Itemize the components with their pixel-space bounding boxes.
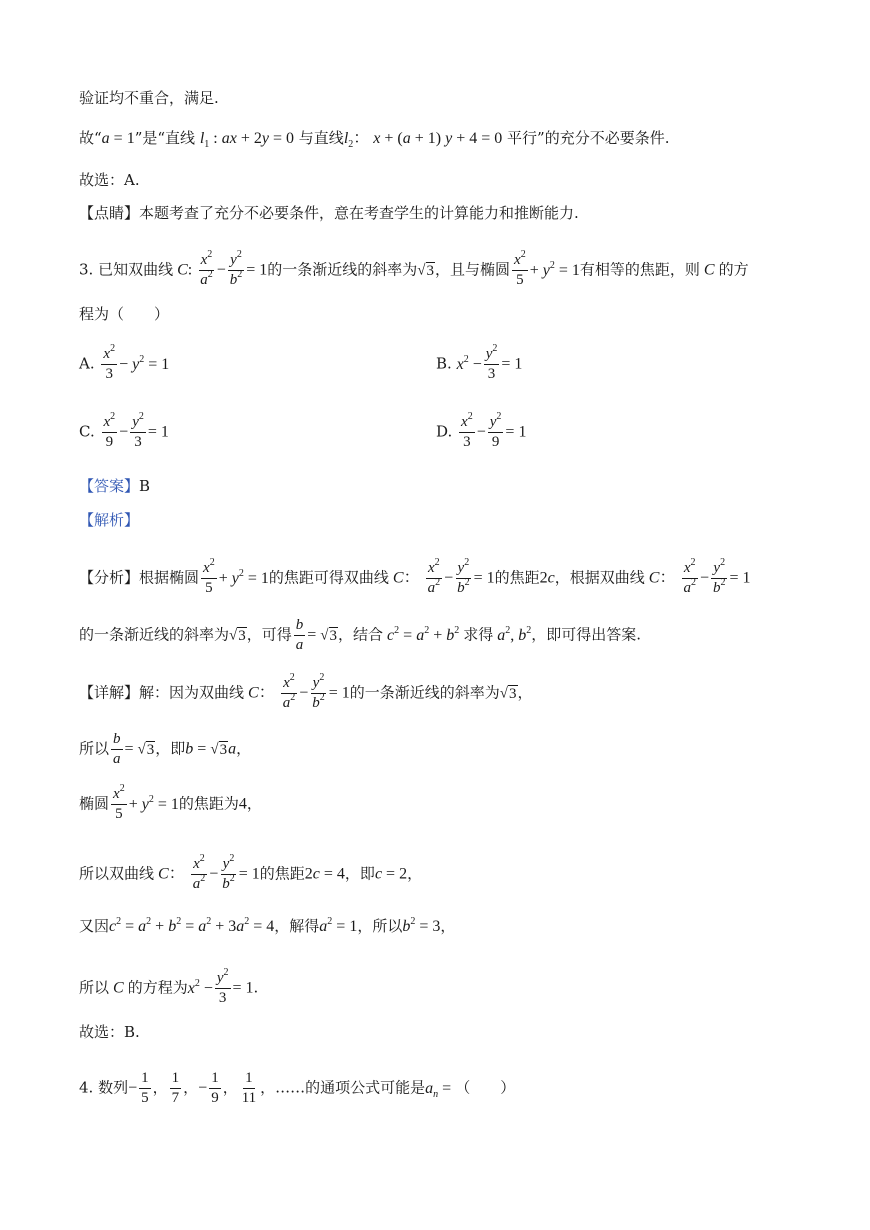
analysis-tag: 【解析】: [79, 511, 140, 529]
text-fragment: 的焦距: [259, 864, 305, 883]
math-eq: =: [124, 740, 138, 758]
text-fragment: （ ）: [455, 1078, 516, 1097]
fraction: $\frac{x^2}{5}$: [113, 783, 125, 822]
choice-text: 故选：A.: [79, 171, 140, 189]
text-fragment: ，: [407, 864, 423, 883]
math-expression: 2c = 4: [304, 865, 345, 883]
answer-value: B: [139, 477, 151, 495]
text-fragment: 【分析】: [79, 568, 140, 587]
answer-line: [79, 476, 150, 496]
fraction: $\frac{y^2}{b^2}$: [222, 853, 235, 892]
text-fragment: 根据椭圆: [139, 568, 200, 587]
fraction: $\frac{b}{a}$: [113, 731, 121, 767]
text-fragment: ，所以: [357, 917, 403, 935]
math-expression: − $y^2 = 1$: [119, 353, 170, 373]
fraction-x2-5: $\frac{x^2}{5}$: [514, 249, 526, 288]
detail-line-7: [79, 1022, 140, 1042]
analysis-line: [79, 510, 139, 530]
math-expression: = 1: [232, 979, 254, 997]
fraction: $\frac{y^2}{b^2}$: [457, 557, 470, 596]
option-label: D.: [436, 422, 453, 441]
fraction: $\frac{x^2}{a^2}$: [192, 853, 206, 892]
option-label: C.: [79, 422, 95, 441]
detail-line-1: [79, 672, 533, 712]
text-fragment: 4. 数列: [79, 1078, 129, 1097]
text-fragment: 的一条渐近线的斜率为: [79, 625, 230, 644]
sqrt-3: √3: [229, 627, 246, 644]
option-c[interactable]: [79, 411, 169, 451]
option-d[interactable]: [436, 411, 527, 451]
text-fragment: 的焦距可得双曲线: [268, 568, 389, 587]
fraction: $\frac{y^2}{3}$: [216, 967, 229, 1006]
text-fragment: ，: [440, 917, 456, 935]
math-c: C: [703, 261, 715, 279]
math-minus: −: [119, 423, 129, 441]
math-eq-1: = 1: [473, 569, 495, 587]
math-minus: −: [299, 684, 309, 702]
text-fragment: 3. 已知双曲线: [79, 260, 174, 279]
text-fragment: 程为（ ）: [79, 305, 170, 323]
math-c: C: [113, 979, 124, 997]
text-fragment: 椭圆: [79, 794, 110, 813]
option-b[interactable]: [436, 343, 523, 383]
math-c: C:: [177, 261, 197, 279]
math-expression: = 1: [147, 423, 169, 441]
text-fragment: 所以: [79, 739, 110, 758]
text-fragment: 又因: [79, 917, 110, 935]
text-fragment: 的焦距为: [178, 794, 239, 813]
verification-text: 验证均不重合，满足.: [79, 89, 219, 107]
math-2c: 2c: [539, 569, 555, 587]
text-fragment: ，: [183, 1078, 199, 1097]
fraction: $\frac{x^2}{a^2}$: [427, 557, 441, 596]
math-ellipse-rest: + $y^2 = 1$: [529, 259, 580, 279]
text-fragment: ，: [236, 739, 252, 758]
text-line-choice-a: [79, 170, 140, 190]
math-expression: + $y^2 = 1$: [128, 793, 179, 813]
fraction: $\frac{x^2}{a^2}$: [282, 672, 296, 711]
math-expression: $a^2 = 1$: [319, 916, 358, 935]
detail-line-6: [79, 967, 259, 1007]
text-fragment: ，根据双曲线: [554, 568, 645, 587]
fraction: $\frac{y^2}{9}$: [489, 411, 502, 450]
text-fragment: ，可得: [246, 625, 292, 644]
sqrt-3: √3: [499, 685, 517, 702]
math-a: a: [228, 740, 237, 758]
fraction: $\frac{x^2}{9}$: [103, 411, 116, 450]
note-tag: 【点睛】: [79, 204, 140, 222]
math-expression: = 1: [505, 423, 527, 441]
math-c: C：: [648, 569, 680, 587]
text-fragment: 【详解】: [79, 683, 140, 702]
text-fragment: ”是“直线: [134, 129, 196, 147]
math-minus: −: [476, 423, 486, 441]
math-line-l1: $l_1$ : ax + 2y = 0: [199, 130, 295, 150]
math-4: 4: [238, 795, 247, 813]
sqrt-3: √3: [137, 741, 155, 758]
option-label: A.: [79, 354, 95, 373]
text-fragment: 的一条渐近线的斜率为: [349, 683, 500, 702]
text-line-conclusion: [79, 128, 670, 149]
text-fragment: ，即可得出答案.: [531, 625, 642, 644]
text-fragment: ，: [152, 1078, 168, 1097]
text-line-verification: [79, 88, 219, 108]
text-fragment: 故选：B.: [79, 1023, 140, 1041]
math-expression: b =: [185, 740, 211, 758]
sqrt-3: √3: [320, 627, 338, 644]
analysis-line-2: [79, 617, 641, 654]
sqrt-3: √3: [210, 741, 228, 758]
math-expression: + $y^2 = 1$: [218, 567, 269, 587]
text-fragment: 解：因为双曲线: [139, 683, 245, 702]
text-fragment: 的方: [718, 260, 749, 279]
text-fragment: 求得: [463, 625, 494, 644]
math-eq-1: = 1: [246, 261, 268, 279]
text-fragment: ，: [246, 794, 262, 813]
fraction: $\frac{y^2}{3}$: [485, 343, 498, 382]
text-fragment: ，结合: [338, 625, 384, 644]
question-4-line-1: [79, 1070, 515, 1107]
math-minus: −: [216, 261, 226, 279]
math-expression: $c^2 = a^2 + b^2 = a^2 + 3a^2 = 4$: [109, 916, 275, 935]
fraction: $\frac{x^2}{a^2}$: [683, 557, 696, 596]
math-minus: −: [128, 1079, 138, 1097]
math-c: C：: [392, 569, 424, 587]
math-expression: $x^2$ −: [456, 353, 482, 373]
text-fragment: 的方程为: [127, 978, 188, 997]
text-fragment: ，且与椭圆: [435, 260, 511, 279]
math-a-eq-1: a = 1: [101, 130, 135, 147]
text-fragment: 故“: [79, 129, 102, 147]
math-expression: c = 2: [374, 865, 408, 883]
text-fragment: 的焦距: [494, 568, 540, 587]
text-fragment: ，解得: [274, 917, 320, 935]
math-eq-1: = 1: [328, 684, 350, 702]
text-fragment: .: [253, 978, 259, 997]
math-eq-1: = 1: [238, 865, 260, 883]
question-3-line-1: [79, 249, 749, 289]
math-minus: −: [444, 569, 454, 587]
math-minus: −: [209, 865, 219, 883]
text-line-note: [79, 203, 579, 223]
math-expression: $c^2 = a^2 + b^2$: [387, 624, 460, 644]
fraction-x2-a2: $\frac{x^2}{a^2}$: [200, 249, 213, 288]
math-expression: = 1: [501, 355, 523, 373]
text-fragment: 与直线: [298, 129, 344, 147]
detail-line-4: [79, 853, 423, 893]
text-fragment: 的一条渐近线的斜率为: [267, 260, 418, 279]
detail-line-2: [79, 731, 251, 768]
fraction: $\frac{x^2}{3}$: [461, 411, 473, 450]
math-c: C：: [158, 865, 189, 883]
math-expression: $b^2 = 3$: [402, 916, 441, 935]
fraction: $\frac{y^2}{b^2}$: [312, 672, 325, 711]
fraction: $\frac{1}{11}$: [241, 1070, 257, 1106]
fraction: $\frac{b}{a}$: [295, 617, 304, 653]
math-minus: −: [699, 569, 709, 587]
fraction: $\frac{x^2}{3}$: [103, 343, 116, 382]
math-expression: $x^2$ −: [187, 977, 213, 997]
question-3-line-2: [79, 304, 169, 324]
text-fragment: ，即: [344, 864, 375, 883]
text-fragment: ，即: [155, 739, 186, 758]
sqrt-3: √3: [417, 262, 435, 279]
analysis-line-1: [79, 557, 751, 597]
text-fragment: ，: [517, 683, 533, 702]
text-fragment: 有相等的焦距，则: [579, 260, 700, 279]
note-text: 本题考查了充分不必要条件，意在考查学生的计算能力和推断能力.: [139, 204, 579, 222]
math-eq-1: = 1: [729, 569, 751, 587]
text-fragment: ，: [222, 1078, 238, 1097]
math-minus: −: [198, 1079, 208, 1097]
math-expression: $a_n$ =: [425, 1079, 456, 1100]
math-line-l2: $l_2$： x + (a + 1) y + 4 = 0: [343, 130, 503, 150]
fraction: $\frac{1}{7}$: [171, 1070, 180, 1106]
option-a[interactable]: [79, 343, 170, 383]
math-eq: =: [307, 626, 321, 644]
fraction: $\frac{y^2}{3}$: [132, 411, 144, 450]
text-fragment: 所以: [79, 978, 110, 997]
detail-line-5: [79, 916, 455, 937]
fraction: $\frac{x^2}{5}$: [203, 557, 215, 596]
math-expression: $a^2$, $b^2$: [497, 624, 532, 644]
fraction: $\frac{y^2}{b^2}$: [713, 557, 726, 596]
text-fragment: 平行”的充分不必要条件.: [507, 129, 670, 147]
fraction: $\frac{1}{5}$: [141, 1070, 149, 1106]
fraction: $\frac{1}{9}$: [211, 1070, 219, 1106]
answer-tag: 【答案】: [79, 477, 140, 495]
detail-line-3: [79, 783, 262, 823]
text-fragment: ，……的通项公式可能是: [260, 1078, 426, 1097]
option-label: B.: [436, 354, 452, 373]
text-fragment: 所以双曲线: [79, 864, 155, 883]
math-c: C：: [248, 684, 279, 702]
fraction-y2-b2: $\frac{y^2}{b^2}$: [229, 249, 243, 288]
